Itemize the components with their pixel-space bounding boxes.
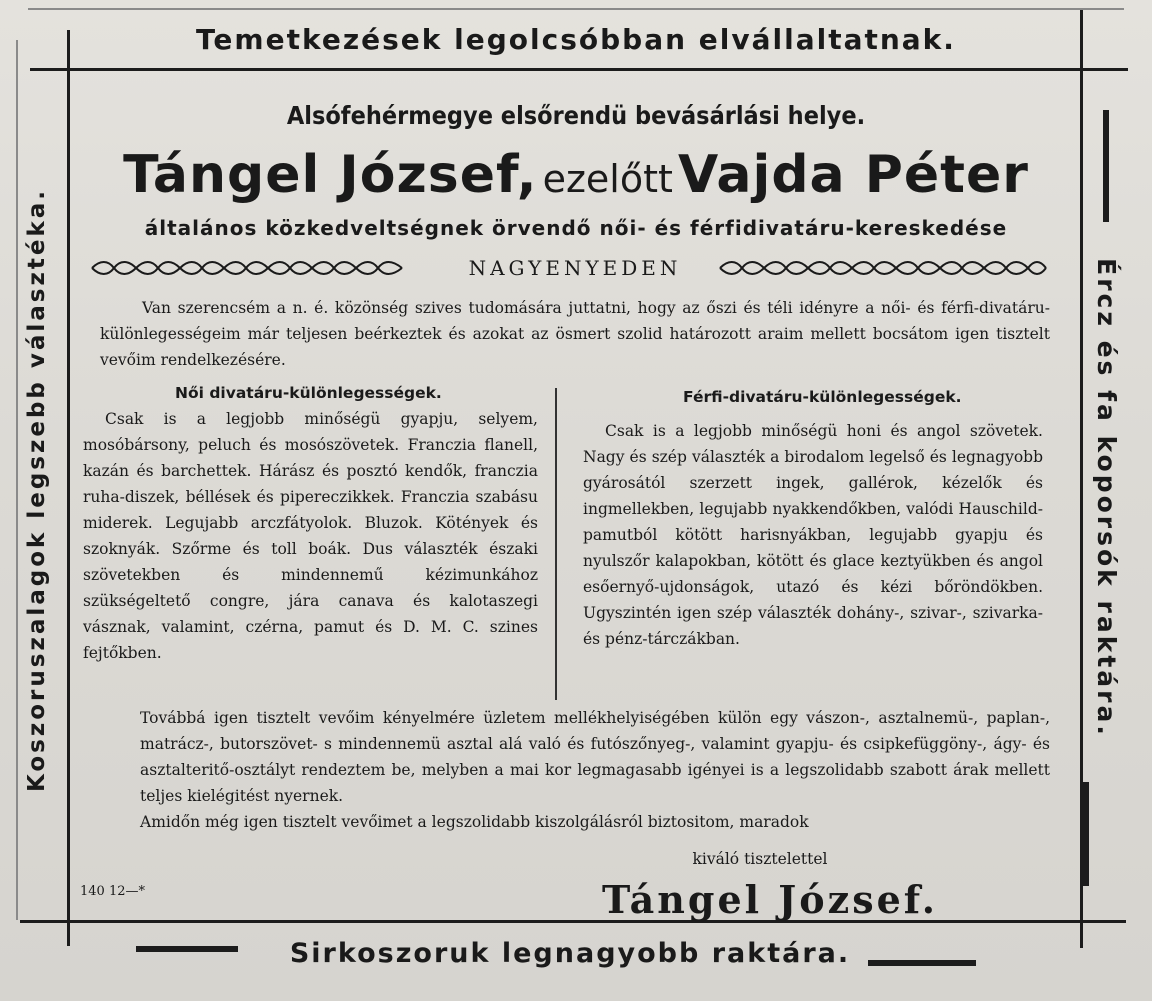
subtitle: Alsófehérmegye elsőrendü bevásárlási helye. [286,101,866,130]
headline-connector: ezelőtt [542,157,673,201]
right-side-top-dash [1103,110,1109,222]
left-side-banner: Koszoruszalagok legszebb választéka. [24,187,50,793]
tagline: általános közkedveltségnek örvendő női- és férfidivatáru-kereskedése [144,216,1008,240]
right-ornament [718,258,1048,278]
reference-number: 140 12—* [80,884,145,899]
outro-text-1: Továbbá igen tisztelt vevőim kényelmére üzletem mellékhelyiségében külön egy vászon-, asztalnemü-, paplan-, matrácz-, butorszövet- s mindennemü asztal alá való és futószőnyeg-, valamint gyapju- és csipkefüggöny-, ágy- és asztalteritő-osztályt rendeztem be, melyben a mai kor legmagasabb igényei is a legszolidabb szabott árak mellett teljes kielégitést nyernek. [140,709,1050,805]
closing-greeting: kiváló tisztelettel [692,850,828,868]
owner-name: Tángel József, [123,145,538,205]
left-ornament [90,258,405,278]
women-section-heading: Női divatáru-különlegességek. [175,384,442,402]
column-divider [555,388,557,700]
women-section-text [83,406,538,666]
city-name: NAGYENYEDEN [468,256,682,280]
men-section-heading: Férfi-divatáru-különlegességek. [683,388,962,406]
bottom-left-dash [136,946,238,952]
women-section-body: Csak is a legjobb minőségü gyapju, selyem, mosóbársony, peluch és mosószövetek. Franczia flanell, kazán és barchettek. Hárász és posztó kendők, franczia ruha-diszek, béllések és pipereczikkek. Franczia szabásu miderek. Legujabb arczfátyolok. Bluzok. Kötények és szoknyák. Szőrme és toll boák. Dus választék északi szövetekben és mindennemű kézimunkához szükségeltető congre, jára canava és kalotaszegi vásznak, valamint, czérna, pamut és D. M. C. szines fejtőkben. [83,410,538,662]
men-section-body: Csak is a legjobb minőségü honi és angol szövetek. Nagy és szép választék a birodalom legelső és legnagyobb gyárosától szerzett ingek, gallérok, kézelők és ingmellekben, legujabb nyakkendőkben, valódi Hauschild-pamutból kötött harisnyákban, legujabb gyapju és nyulszőr kalapokban, kötött és glace keztyükben és angol esőernyő-ujdonságok, utazó és kézi bőröndökben. Ugyszintén igen szép választék dohány-, szivar-, szivarka- és pénz-tárczákban. [583,422,1043,648]
right-side-bottom-dash [1083,782,1089,886]
bottom-banner: Sirkoszoruk legnagyobb raktára. [289,938,851,969]
former-owner-name: Vajda Péter [678,145,1029,205]
signature: Tángel József. [602,877,938,922]
right-side-banner: Ércz és fa koporsók raktára. [1092,258,1121,738]
men-section-text [583,418,1043,652]
frame-header-rule [30,68,1128,71]
headline [70,140,1082,222]
outro-text-2: Amidőn még igen tisztelt vevőimet a legszolidabb kiszolgálásról biztositom, maradok [140,813,809,831]
intro-text: Van szerencsém a n. é. közönség szives tudomására juttatni, hogy az őszi és téli idényre a női- és férfi-divatáru-különlegességeim már teljesen beérkeztek és azokat az ösmert szolid határozott araim mellett bocsátom igen tisztelt vevőim rendelkezésére. [100,299,1050,369]
intro-paragraph [100,295,1050,373]
outro-paragraph [100,705,1050,835]
top-banner: Temetkezések legolcsóbban elvállaltatnak. [196,23,956,56]
frame-top-rule [28,8,1124,10]
